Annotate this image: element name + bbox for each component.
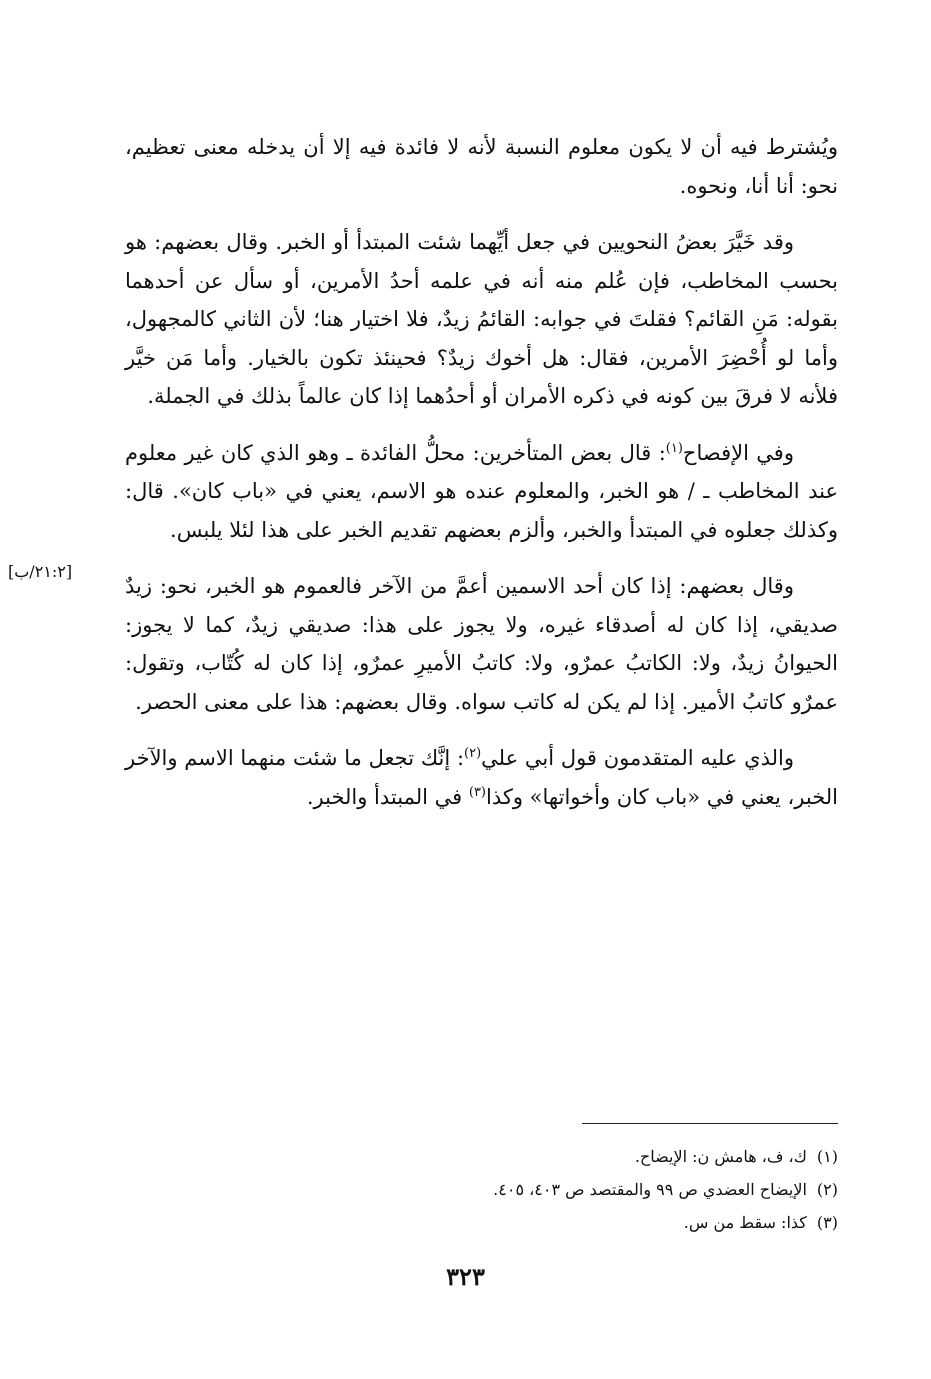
footnote-separator: [582, 1123, 838, 1124]
footnote-number: (٣): [816, 1213, 838, 1232]
paragraph-3: [125, 434, 838, 550]
paragraph-4: وقال بعضهم: إذا كان أحد الاسمين أعمَّ من الآخر فالعموم هو الخبر، نحو: زيدٌ صديقي، إذا كان له أصدقاء غيره، ولا يجوز على هذا: صديقي زيدٌ، كما لا يجوز: الحيوانُ زيدٌ، ولا: الكاتبُ عمرٌو، ولا: كاتبُ الأميرِ عمرٌو، إذا كان له كُتّاب، وتقول: عمرٌو كاتبُ الأمير. إذا لم يكن له كاتب سواه. وقال بعضهم: هذا على معنى الحصر.: [125, 574, 838, 714]
page-number: ٣٢٣: [446, 1262, 485, 1291]
paragraph-5-middle: : إنَّك تجعل ما شئت منهما الاسم والآخر الخبر، يعني في «باب كان وأخواتها» وكذا: [125, 746, 838, 809]
footnote-text: ك، ف، هامش ن: الإيضاح.: [634, 1147, 807, 1166]
paragraph-1: ويُشترط فيه أن لا يكون معلوم النسبة لأنه لا فائدة فيه إلا أن يدخله معنى تعظيم، نحو: أنا أنا، ونحوه.: [125, 135, 838, 198]
footnote-2: [300, 1173, 838, 1206]
paragraph-5-rest: في المبتدأ والخبر.: [306, 784, 469, 809]
paragraph-3-start: وفي الإفصاح: [682, 440, 794, 465]
footnote-marker-2: (٢): [464, 746, 482, 761]
paragraph-5-start: والذي عليه المتقدمون قول أبي علي: [481, 746, 794, 770]
footnote-text: الإيضاح العضدي ص ٩٩ والمقتصد ص ٤٠٣، ٤٠٥.: [493, 1180, 807, 1199]
footnote-number: (١): [816, 1147, 838, 1166]
main-text: [125, 128, 838, 834]
paragraph-3-rest: : قال بعض المتأخرين: محلُّ الفائدة ـ وهو الذي كان غير معلوم عند المخاطب ـ / هو الخبر، والمعلوم عنده هو الاسم، يعني في «باب كان». قال: وكذلك جعلوه في المبتدأ والخبر، وألزم بعضهم تقديم الخبر على هذا لئلا يلبس.: [125, 440, 838, 542]
footnote-marker-3: (٣): [468, 784, 486, 800]
footnote-number: (٢): [816, 1180, 838, 1199]
footnote-3: [300, 1206, 838, 1239]
paragraph-2: وقد خَيَّرَ بعضُ النحويين في جعل أيِّهما شئت المبتدأ أو الخبر. وقال بعضهم: هو بحسب المخاطب، فإن عُلم منه أنه في علمه أحدُ الأمرين، أو سأل عن أحدهما بقوله: مَنِ القائم؟ فقلتَ في جوابه: القائمُ زيدٌ، فلا اختيار هنا؛ لأن الثاني كالمجهول، وأما لو أُحْضِرَ الأمرين، فقال: هل أخوك زيدٌ؟ فحينئذ تكون بالخيار. وأما مَن خيَّر فلأنه لا فرقَ بين كونه في ذكره الأمران أو أحدُهما إذا كان عالماً بذلك في الجملة.: [125, 230, 838, 408]
paragraph-5: [125, 739, 838, 816]
footnotes: [300, 1140, 838, 1239]
footnote-text: كذا: سقط من س.: [683, 1213, 807, 1232]
footnote-1: [300, 1140, 838, 1173]
margin-manuscript-reference: [٢١:٢/ب]: [8, 562, 73, 581]
footnote-marker-1: (١): [665, 440, 683, 456]
